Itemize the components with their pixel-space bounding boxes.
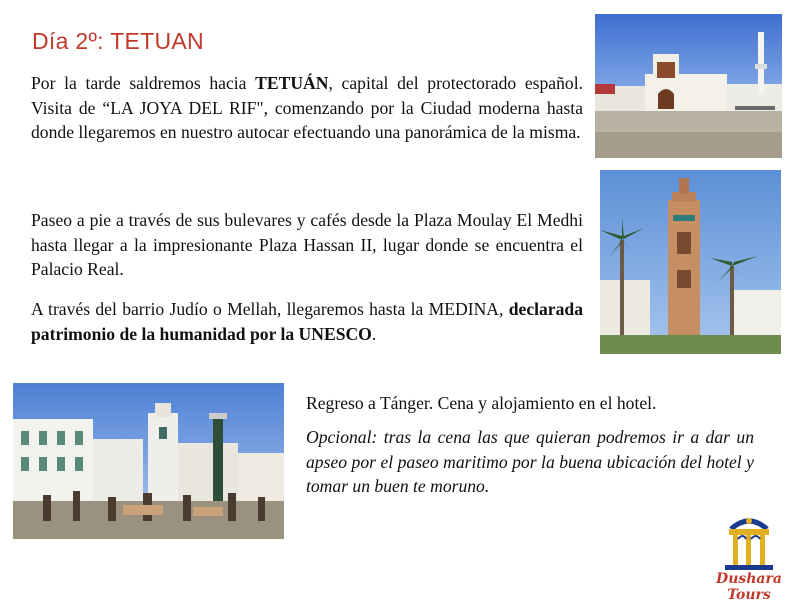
logo-arch-icon — [705, 515, 793, 575]
paragraph-tetuan-intro — [31, 71, 583, 145]
dushara-tours-logo — [705, 515, 793, 603]
paragraph-paseo: Paseo a pie a través de sus bulevares y cafés desde la Plaza Moulay El Medhi hasta llegar a la impresionante Plaza Hassan II, lugar donde se encuentra el Palacio Real. — [31, 210, 583, 279]
p3-bold: declarada patrimonio de la humanidad por la UNESCO — [31, 299, 583, 344]
paragraph-regreso: Regreso a Tánger. Cena y alojamiento en el hotel. — [306, 393, 657, 413]
p1-bold: TETUÁN — [255, 73, 329, 93]
p3-before: A través del barrio Judío o Mellah, llegaremos hasta la MEDINA, — [31, 299, 509, 319]
royal-palace-photo — [595, 14, 782, 158]
logo-text: Dushara Tours — [716, 571, 782, 603]
tetuan-plaza-photo — [13, 383, 284, 539]
page-title: Día 2º: TETUAN — [32, 28, 204, 54]
paragraph-opcional: Opcional: tras la cena las que quieran podremos ir a dar un apseo por el paseo maritimo por la buena ubicación del hotel y tomar un buen te moruno. — [306, 427, 754, 496]
p1-after: , capital del protectorado español. Visita de “LA JOYA DEL RIF", comenzando por la Ciudad moderna hasta donde llegaremos en nuestro autocar efectuando una panorámica de la misma. — [31, 73, 584, 142]
paragraph-mellah — [31, 297, 583, 346]
p1-before: Por la tarde saldremos hacia — [31, 73, 256, 93]
p3-after: . — [371, 323, 377, 344]
minaret-palms-photo — [600, 170, 781, 354]
